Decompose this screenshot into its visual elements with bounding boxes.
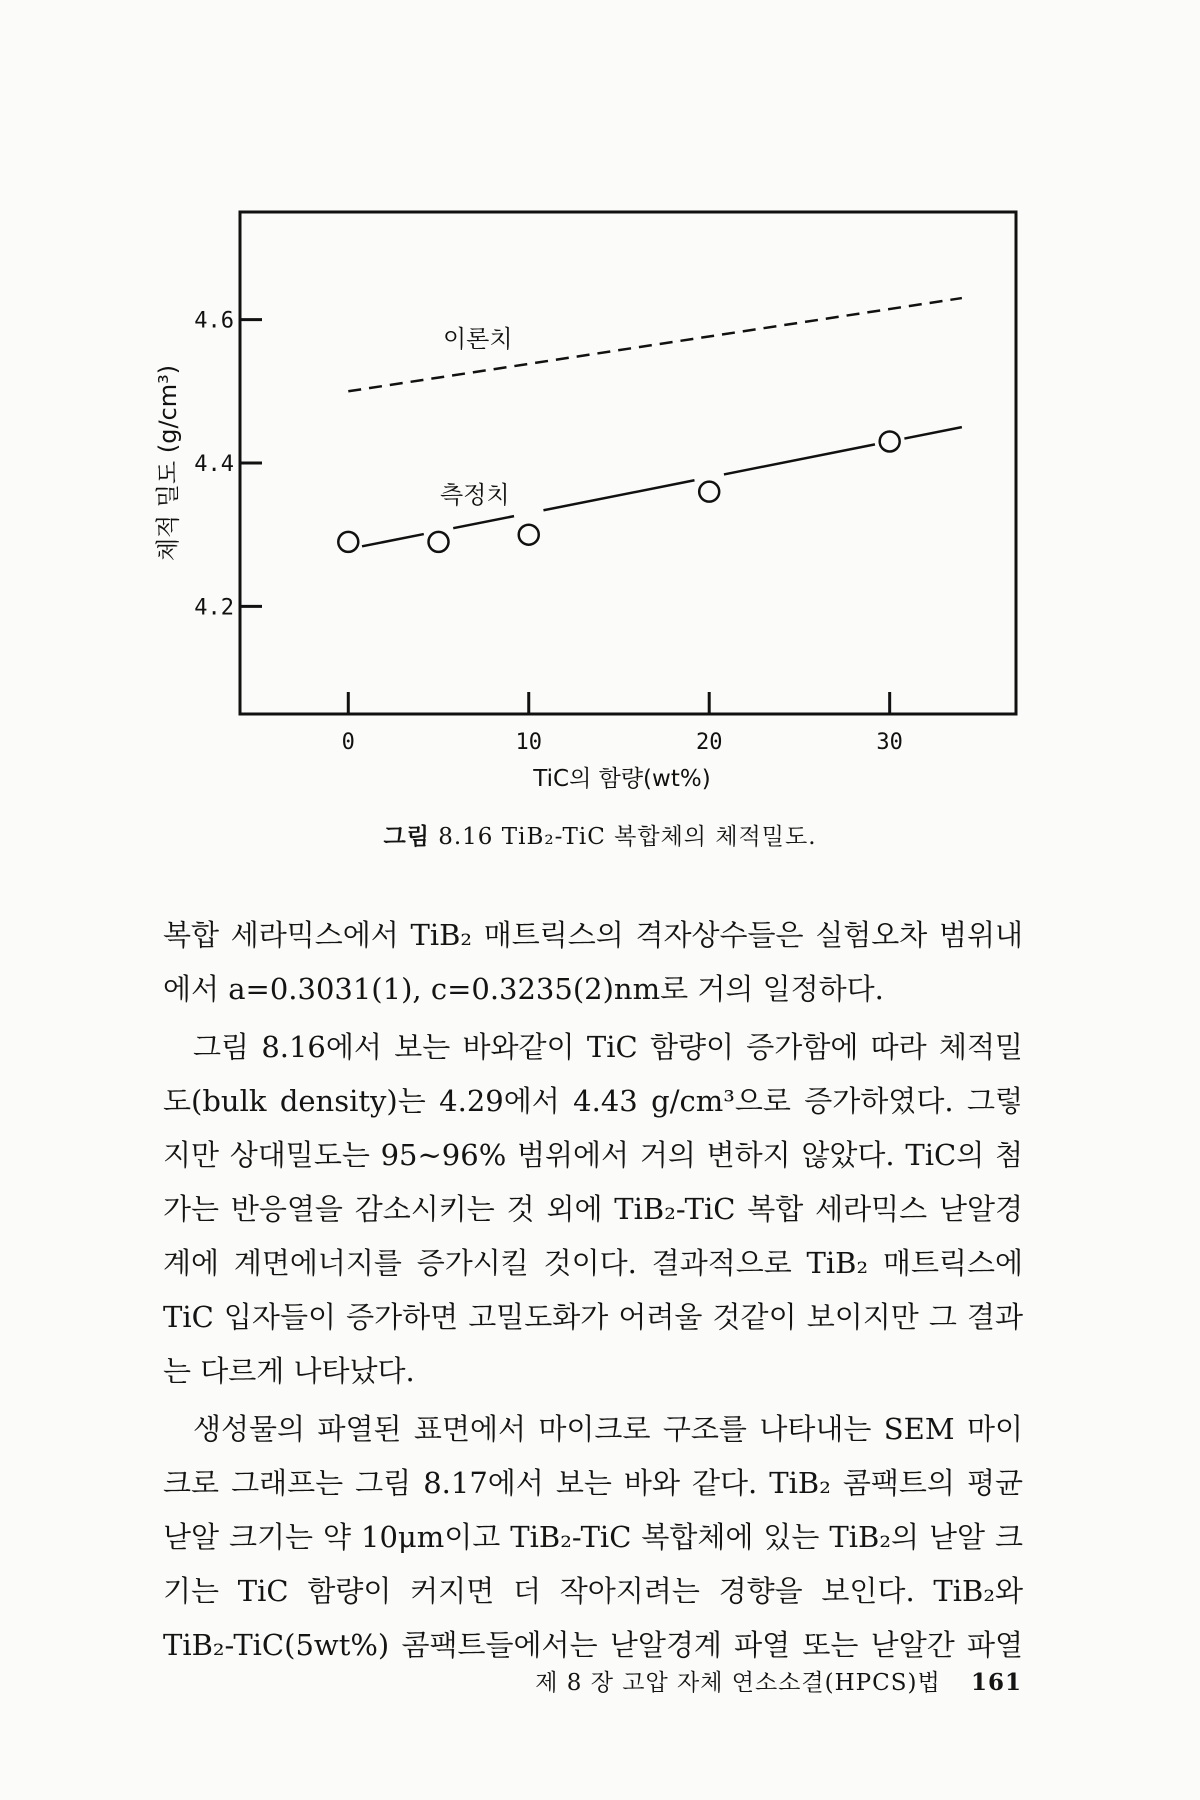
x-axis-label: TiC의 함량(wt%) [533, 766, 711, 792]
theory-label: 이론치 [443, 325, 513, 353]
page-number: 161 [970, 1669, 1022, 1696]
x-tick-label: 20 [695, 730, 723, 755]
theory-dashed-line [348, 298, 962, 391]
x-tick-label: 30 [876, 730, 903, 755]
measured-point [880, 431, 900, 451]
plot-frame [240, 212, 1016, 714]
paragraph-2: 그림 8.16에서 보는 바와같이 TiC 함량이 증가함에 따라 체적밀도(bulk density)는 4.29에서 4.43 g/cm³으로 증가하였다. 그렇지만 상대밀도는 95~96% 범위에서 거의 변하지 않았다. TiC의 첨가는 반응열을 감소시키는 것 외에 TiB₂-TiC 복합 세라믹스 낟알경계에 계면에너지를 증가시킬 것이다. 결과적으로 TiB₂ 매트릭스에 TiC 입자들이 증가하면 고밀도화가 어려울 것같이 보이지만 그 결과는 다르게 나타났다. [163, 1030, 1023, 1388]
page-footer [535, 1664, 1022, 1697]
x-tick-label: 0 [341, 730, 355, 755]
y-tick-label: 4.4 [194, 452, 234, 477]
figure-caption [0, 818, 1200, 851]
measured-point [699, 482, 719, 502]
measured-point [429, 532, 449, 552]
y-tick-label: 4.2 [194, 595, 234, 621]
caption-label: 그림 [383, 824, 430, 850]
measured-fit-line-segment [453, 516, 514, 528]
measured-fit-line-segment [724, 444, 875, 474]
chapter-title: 제 8 장 고압 자체 연소소결(HPCS)법 [535, 1670, 941, 1696]
y-axis-label: 체적 밀도 (g/cm³) [154, 364, 182, 562]
measured-fit-line-segment [543, 480, 694, 510]
measured-fit-line-segment [904, 427, 961, 438]
measured-fit-line-segment [362, 534, 424, 546]
measured-point [519, 525, 539, 545]
caption-text: 8.16 TiB₂-TiC 복합체의 체적밀도. [438, 824, 817, 850]
density-chart [0, 0, 1200, 800]
measured-label: 측정치 [440, 481, 510, 509]
measured-point [338, 532, 358, 552]
body-text [163, 908, 1023, 1672]
paragraph-1: 복합 세라믹스에서 TiB₂ 매트릭스의 격자상수들은 실험오차 범위내에서 a=0.3031(1), c=0.3235(2)nm로 거의 일정하다. [163, 918, 1023, 1006]
y-tick-label: 4.6 [194, 308, 234, 334]
x-tick-label: 10 [515, 730, 542, 755]
paragraph-3: 생성물의 파열된 표면에서 마이크로 구조를 나타내는 SEM 마이크로 그래프는 그림 8.17에서 보는 바와 같다. TiB₂ 콤팩트의 평균 낟알 크기는 약 10μm이고 TiB₂-TiC 복합체에 있는 TiB₂의 낟알 크기는 TiC 함량이 커지면 더 작아지려는 경향을 보인다. TiB₂와 TiB₂-TiC(5wt%) 콤팩트들에서는 낟알경계 파열 또는 낟알간 파열 [163, 1412, 1023, 1662]
